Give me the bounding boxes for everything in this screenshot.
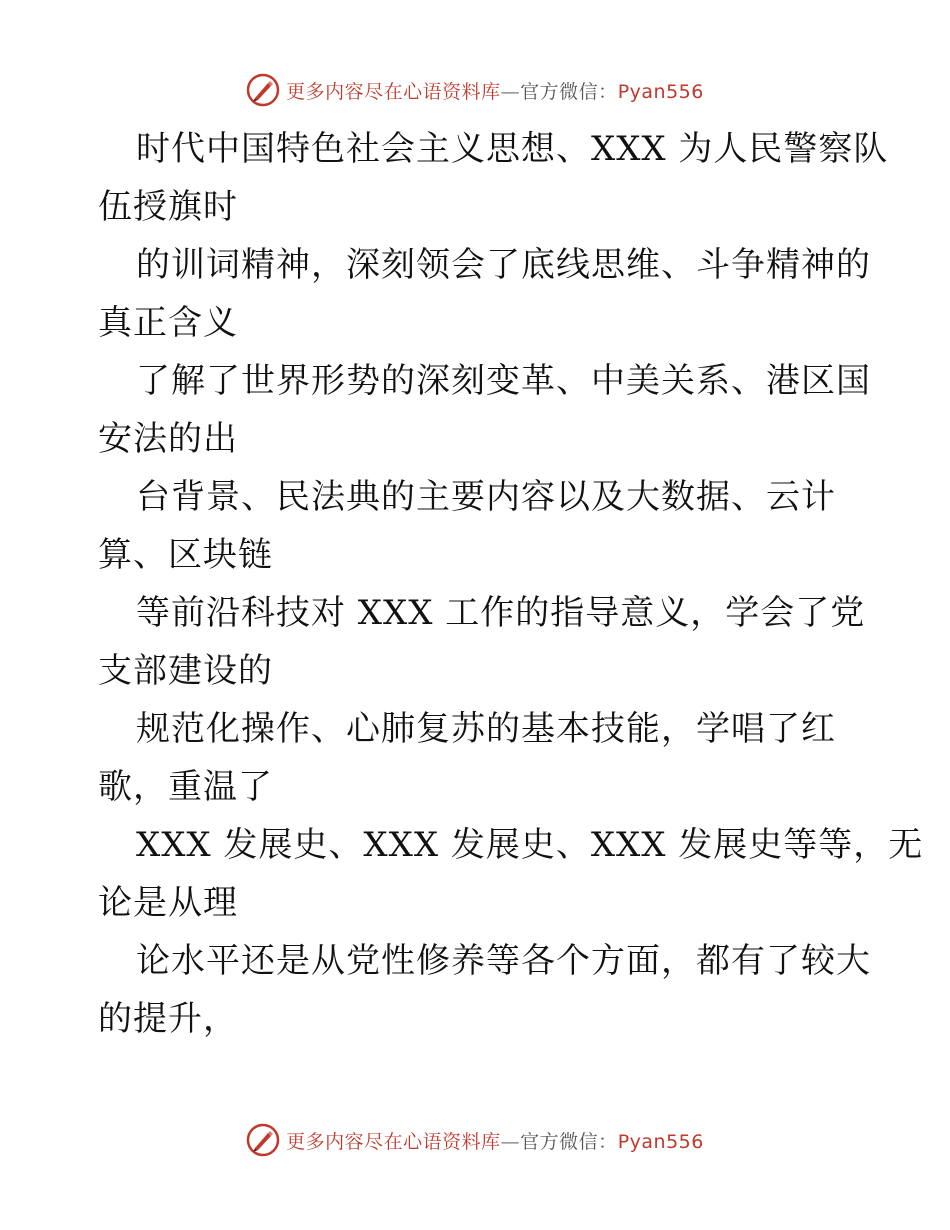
- text-line: 的提升，: [98, 999, 238, 1039]
- watermark-text: [286, 77, 704, 104]
- text-line: 了解了世界形势的深刻变革、中美关系、港区国: [136, 361, 871, 401]
- text-line: 规范化操作、心肺复苏的基本技能，学唱了红: [136, 709, 836, 749]
- footer-watermark: [0, 1120, 950, 1160]
- dash-separator: —: [500, 1130, 521, 1153]
- text-line: 歌，重温了: [98, 767, 273, 807]
- text-line: XXX 发展史、XXX 发展史、XXX 发展史等等，无: [136, 825, 924, 865]
- dash-separator: —: [500, 80, 521, 103]
- text-line: 等前沿科技对 XXX 工作的指导意义，学会了党: [136, 593, 866, 633]
- text-line: 时代中国特色社会主义思想、XXX 为人民警察队: [136, 129, 889, 169]
- document-body: [98, 120, 924, 1048]
- text-line: 支部建设的: [98, 651, 273, 691]
- text-line: 的训词精神，深刻领会了底线思维、斗争精神的: [136, 245, 871, 285]
- text-line: 安法的出: [98, 419, 238, 459]
- text-line: 伍授旗时: [98, 187, 238, 227]
- text-line: 论是从理: [98, 883, 238, 923]
- site-name: 更多内容尽在心语资料库: [286, 1130, 501, 1153]
- header-watermark: [0, 70, 950, 110]
- text-line: 真正含义: [98, 303, 238, 343]
- watermark-text: [286, 1127, 704, 1154]
- official-wechat-label: 官方微信：: [520, 1130, 618, 1153]
- official-wechat-label: 官方微信：: [520, 80, 618, 103]
- text-line: 论水平还是从党性修养等各个方面，都有了较大: [136, 941, 871, 981]
- pen-logo-icon: [246, 73, 280, 107]
- site-name: 更多内容尽在心语资料库: [286, 80, 501, 103]
- text-line: 台背景、民法典的主要内容以及大数据、云计: [136, 477, 836, 517]
- wechat-handle: Pyan556: [617, 80, 704, 103]
- text-line: 算、区块链: [98, 535, 273, 575]
- wechat-handle: Pyan556: [617, 1130, 704, 1153]
- pen-logo-icon: [246, 1123, 280, 1157]
